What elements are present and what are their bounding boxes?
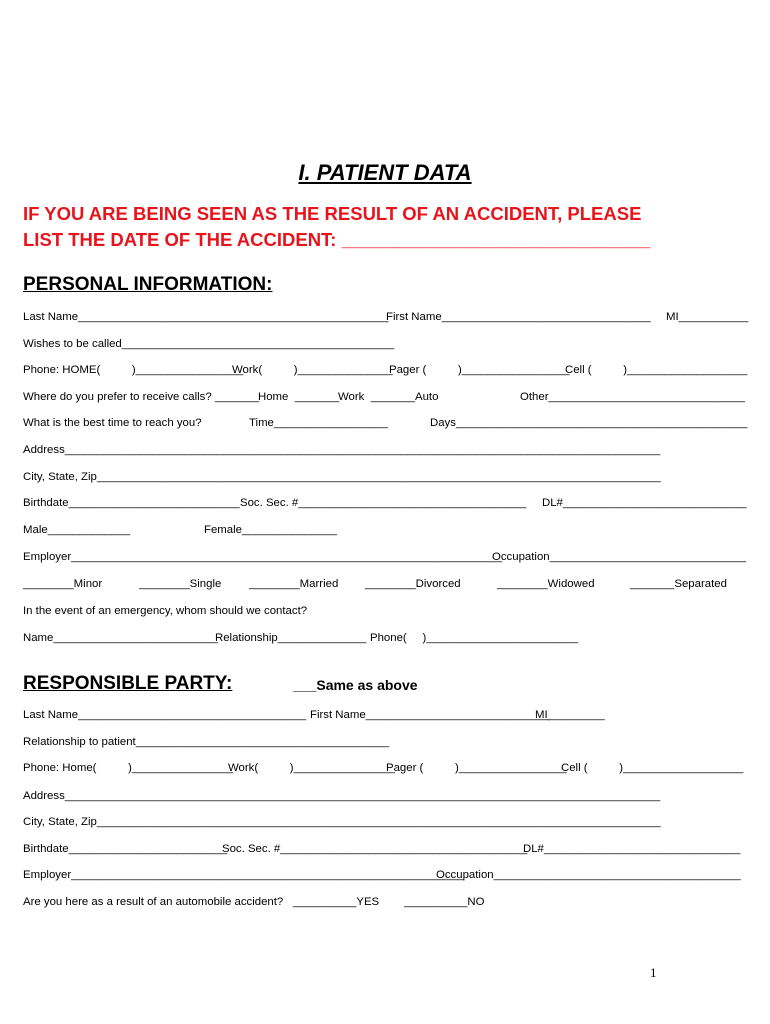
- status-separated-field[interactable]: _______Separated: [630, 578, 727, 590]
- rp-phone-cell-field[interactable]: Cell ( )___________________: [561, 762, 744, 774]
- emergency-contact-question: In the event of an emergency, whom should we contact?: [23, 605, 308, 617]
- rp-address-field[interactable]: Address______________________________________________________________________________________________: [23, 790, 661, 802]
- accident-notice-line1: IF YOU ARE BEING SEEN AS THE RESULT OF AN ACCIDENT, PLEASE: [23, 203, 642, 224]
- phone-home-field[interactable]: Phone: HOME( )_________________: [23, 364, 244, 376]
- status-married-field[interactable]: ________Married: [249, 578, 339, 590]
- dl-field[interactable]: DL#_____________________________: [542, 497, 747, 509]
- rp-dl-field[interactable]: DL#_______________________________: [523, 843, 741, 855]
- last-name-field[interactable]: Last Name_________________________________________________: [23, 311, 389, 323]
- phone-pager-field[interactable]: Pager ( )_________________: [389, 364, 570, 376]
- wishes-to-be-called-field[interactable]: Wishes to be called___________________________________________: [23, 338, 395, 350]
- rp-relationship-field[interactable]: Relationship to patient________________________________________: [23, 736, 390, 748]
- status-divorced-field[interactable]: ________Divorced: [365, 578, 461, 590]
- auto-accident-no-field[interactable]: __________NO: [404, 896, 485, 908]
- phone-cell-field[interactable]: Cell ( )___________________: [565, 364, 748, 376]
- rp-employer-field[interactable]: Employer______________________________________________________________: [23, 869, 464, 881]
- best-days-field[interactable]: Days______________________________________________: [430, 417, 748, 429]
- employer-field[interactable]: Employer____________________________________________________________________: [23, 551, 502, 563]
- rp-last-name-field[interactable]: Last Name____________________________________: [23, 709, 307, 721]
- rp-phone-pager-field[interactable]: Pager ( )_________________: [386, 762, 567, 774]
- emergency-phone-field[interactable]: Phone( )________________________: [370, 632, 579, 644]
- rp-occupation-field[interactable]: Occupation_______________________________________: [436, 869, 741, 881]
- occupation-field[interactable]: Occupation_______________________________: [492, 551, 747, 563]
- male-field[interactable]: Male_____________: [23, 524, 131, 536]
- page-title: I. PATIENT DATA: [298, 160, 472, 185]
- soc-sec-field[interactable]: Soc. Sec. #____________________________________: [240, 497, 527, 509]
- best-time-question: What is the best time to reach you?: [23, 417, 202, 429]
- rp-mi-field[interactable]: MI_________: [535, 709, 605, 721]
- best-time-field[interactable]: Time__________________: [249, 417, 388, 429]
- rp-phone-work-field[interactable]: Work( )________________: [228, 762, 395, 774]
- personal-information-heading: PERSONAL INFORMATION:: [23, 274, 273, 295]
- prefer-calls-other-field[interactable]: Other_______________________________: [520, 391, 745, 403]
- mi-field[interactable]: MI___________: [666, 311, 749, 323]
- emergency-name-field[interactable]: Name__________________________: [23, 632, 219, 644]
- page-number: 1: [650, 965, 657, 980]
- rp-phone-home-field[interactable]: Phone: Home( )________________: [23, 762, 234, 774]
- prefer-calls-work-option[interactable]: Home _______: [258, 391, 340, 403]
- rp-birthdate-field[interactable]: Birthdate_________________________: [23, 843, 227, 855]
- prefer-calls-home-option[interactable]: Where do you prefer to receive calls? _______: [23, 391, 260, 403]
- rp-city-state-zip-field[interactable]: City, State, Zip_________________________________________________________________________________________: [23, 816, 661, 828]
- first-name-field[interactable]: First Name_________________________________: [386, 311, 651, 323]
- status-widowed-field[interactable]: ________Widowed: [497, 578, 595, 590]
- prefer-calls-auto-option[interactable]: Work _______: [338, 391, 416, 403]
- city-state-zip-field[interactable]: City, State, Zip_________________________________________________________________________________________: [23, 471, 661, 483]
- status-minor-field[interactable]: ________Minor: [23, 578, 103, 590]
- accident-date-field[interactable]: LIST THE DATE OF THE ACCIDENT: ______________________________: [23, 229, 651, 250]
- emergency-relationship-field[interactable]: Relationship______________: [215, 632, 367, 644]
- same-as-above-checkbox[interactable]: ___Same as above: [293, 677, 418, 693]
- auto-label: Auto: [415, 391, 439, 403]
- auto-accident-question: Are you here as a result of an automobile accident?: [23, 896, 284, 908]
- phone-work-field[interactable]: Work( )_______________: [232, 364, 393, 376]
- responsible-party-heading: RESPONSIBLE PARTY:: [23, 673, 233, 694]
- status-single-field[interactable]: ________Single: [139, 578, 222, 590]
- address-field[interactable]: Address______________________________________________________________________________________________: [23, 444, 661, 456]
- rp-soc-sec-field[interactable]: Soc. Sec. #_______________________________________: [222, 843, 528, 855]
- birthdate-field[interactable]: Birthdate___________________________: [23, 497, 240, 509]
- auto-accident-yes-field[interactable]: __________YES: [293, 896, 380, 908]
- rp-first-name-field[interactable]: First Name_____________________________: [310, 709, 550, 721]
- female-field[interactable]: Female_______________: [204, 524, 338, 536]
